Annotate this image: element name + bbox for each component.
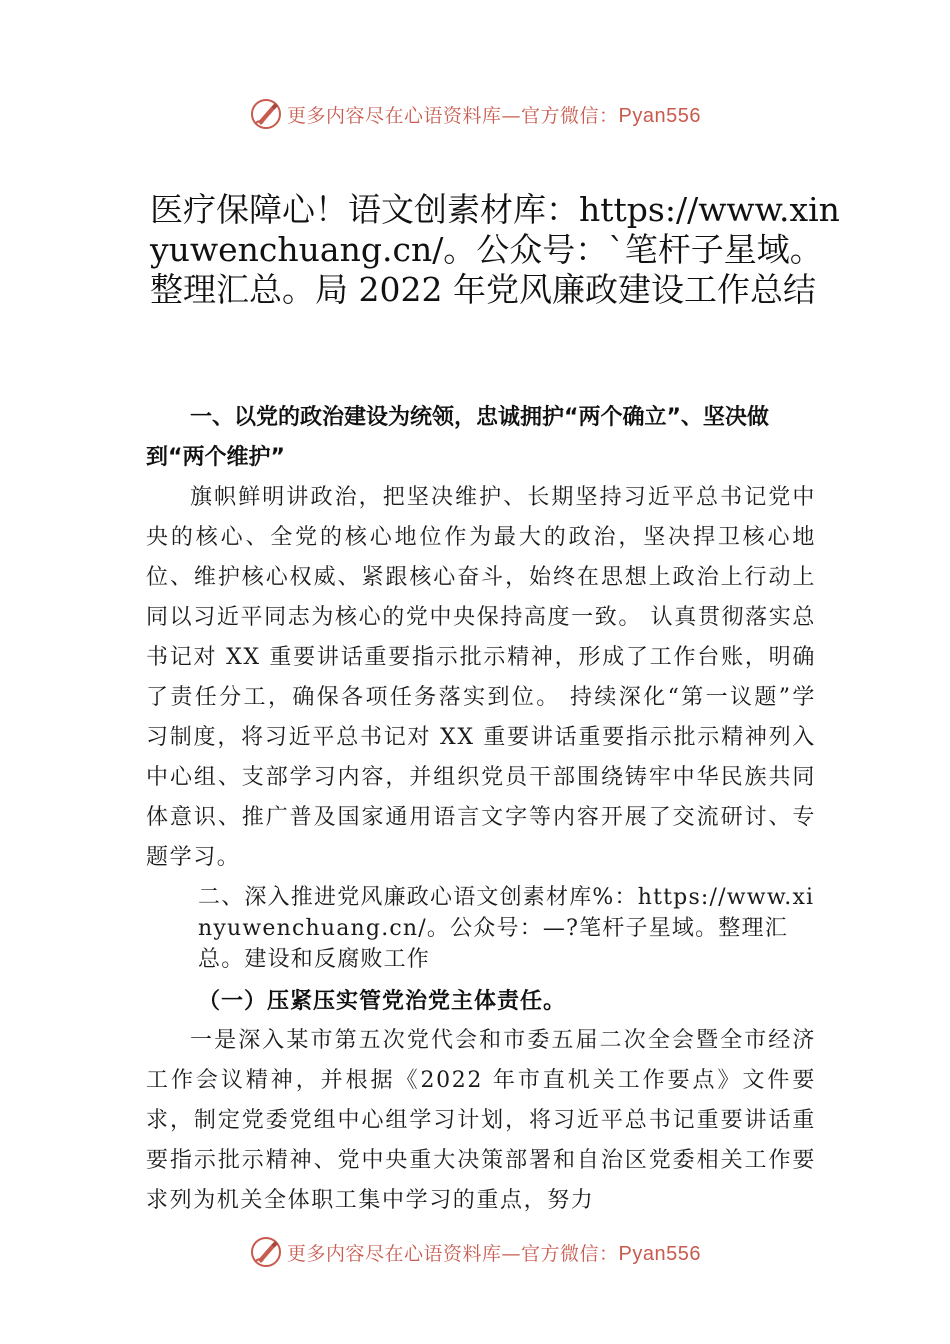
section-heading-2: 二、深入推进党风廉政心语文创素材库%：https://www.xinyuwenchuang.cn/。公众号：—?笔杆子星域。整理汇总。建设和反腐败工作 [198, 885, 815, 972]
banner-text [287, 1239, 701, 1266]
header-banner [0, 94, 950, 134]
document-title: 医疗保障心！语文创素材库：https://www.xinyuwenchuang.cn/。公众号：`笔杆子星域。整理汇总。局 2022 年党风廉政建设工作总结 [150, 190, 840, 309]
paragraph-1: 旗帜鲜明讲政治，把坚决维护、长期坚持习近平总书记党中央的核心、全党的核心地位作为最大的政治，坚决捍卫核心地位、维护核心权威、紧跟核心奋斗，始终在思想上政治上行动上同以习近平同志为核心的党中央保持高度一致。 认真贯彻落实总书记对 XX 重要讲话重要指示批示精神，形成了工作台账，明确了责任分工，确保各项任务落实到位。 持续深化“第一议题”学习制度，将习近平总书记对 XX 重要讲话重要指示批示精神列入中心组、支部学习内容，并组织党员干部围绕铸牢中华民族共同体意识、推广普及国家通用语言文字等内容开展了交流研讨、专题学习。 [146, 485, 816, 870]
banner-label: 更多内容尽在心语资料库—官方微信： [287, 1242, 619, 1265]
paragraph-2: 一是深入某市第五次党代会和市委五届二次全会暨全市经济工作会议精神，并根据《2022 年市直机关工作要点》文件要求，制定党委党组中心组学习计划，将习近平总书记重要讲话重要指示批示精神、党中央重大决策部署和自治区党委相关工作要求列为机关全体职工集中学习的重点，努力 [146, 1028, 816, 1213]
subsection-heading-1: （一）压紧压实管党治党主体责任。 [198, 988, 567, 1014]
banner-wechat-id: Pyan556 [618, 1242, 701, 1265]
footer-banner [0, 1232, 950, 1272]
section-heading-1: 一、以党的政治建设为统领，忠诚拥护“两个确立”、坚决做到“两个维护” [146, 405, 769, 470]
document-body [146, 398, 816, 1221]
banner-text [287, 101, 701, 128]
pen-logo-icon [249, 1235, 283, 1269]
banner-label: 更多内容尽在心语资料库—官方微信： [287, 104, 619, 127]
pen-logo-icon [249, 97, 283, 131]
banner-wechat-id: Pyan556 [618, 104, 701, 127]
